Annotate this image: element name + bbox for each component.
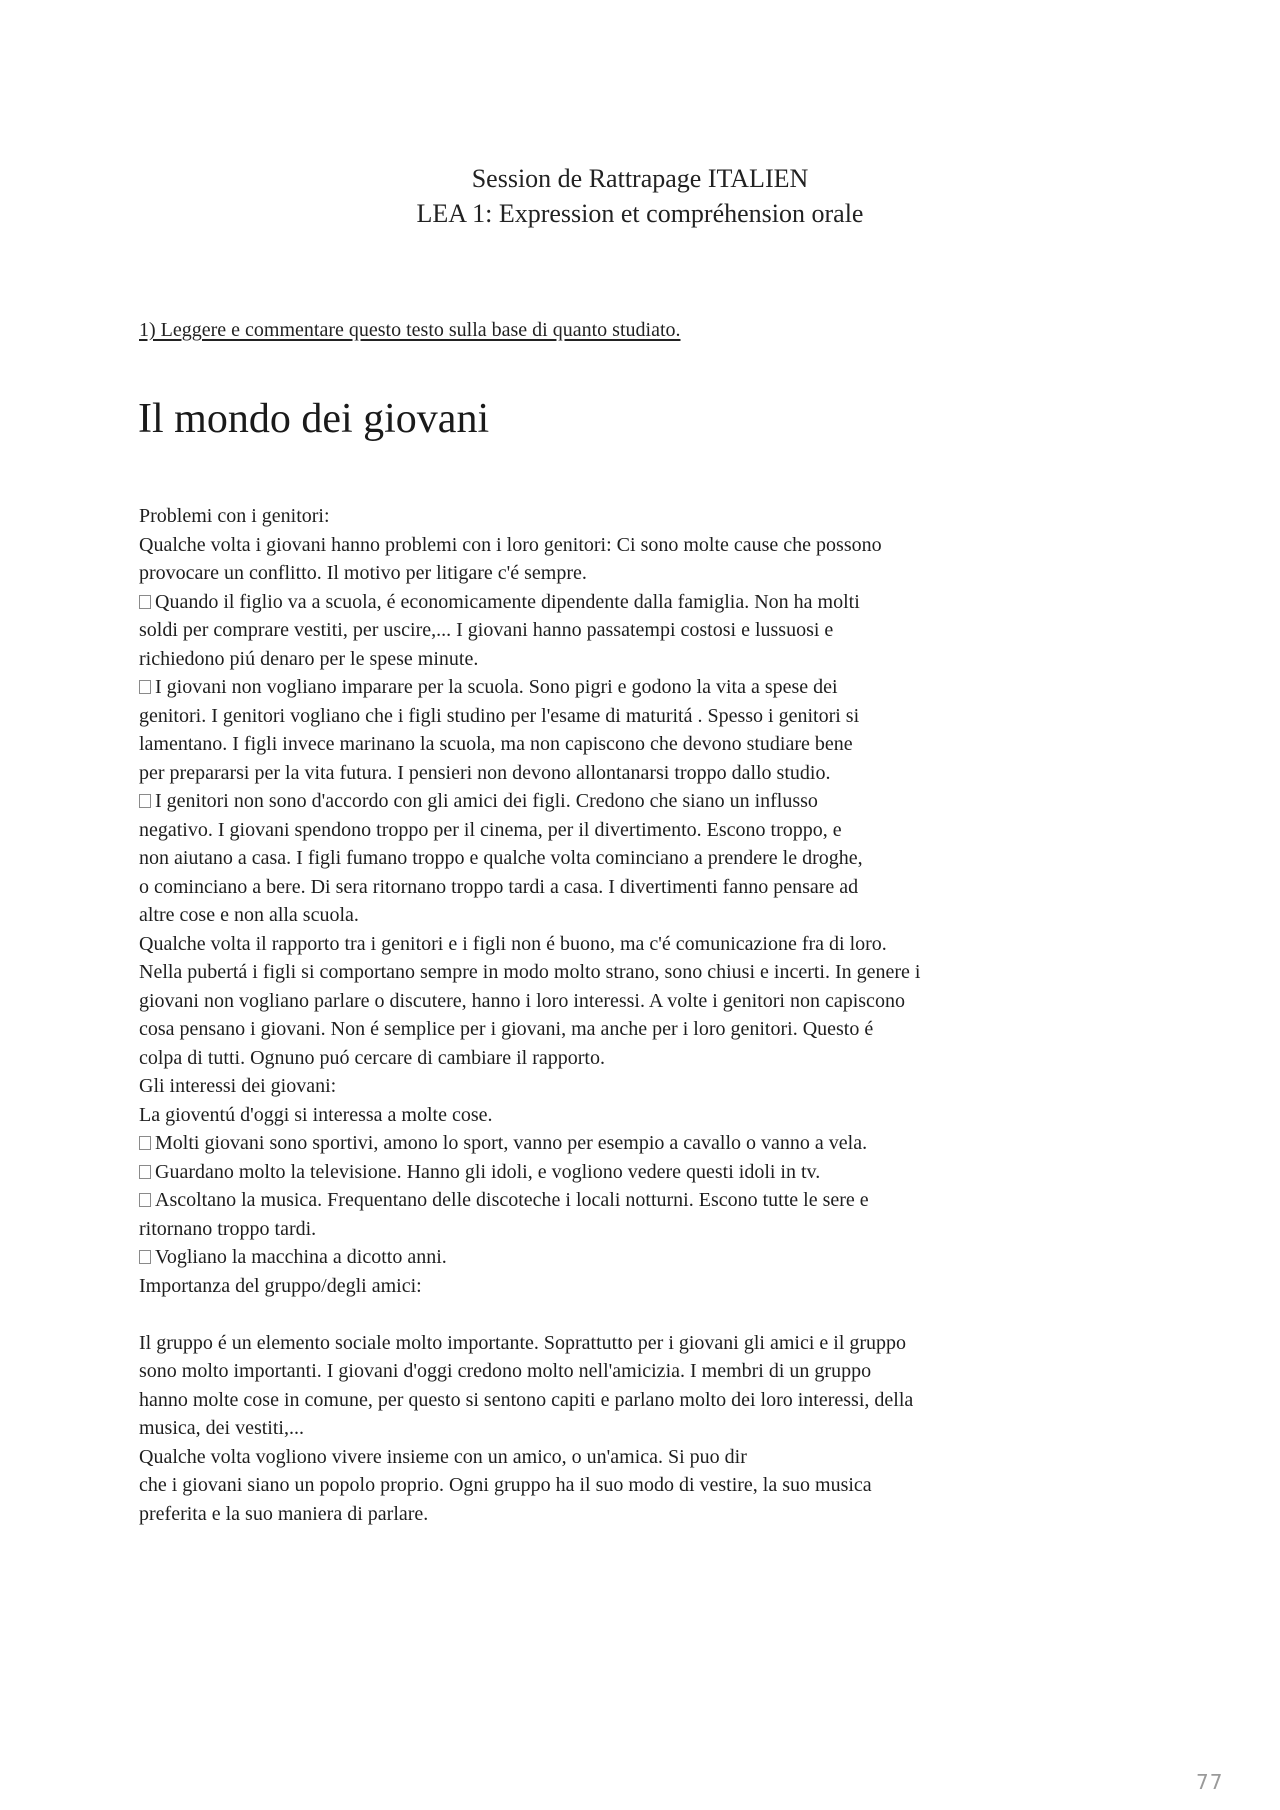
header-course-line: LEA 1: Expression et compréhension orale bbox=[416, 199, 864, 228]
text-line: La gioventú d'oggi si interessa a molte cose. bbox=[139, 1103, 493, 1126]
text-line: richiedono piú denaro per le spese minute. bbox=[139, 647, 479, 670]
text-line: Nella pubertá i figli si comportano sempre in modo molto strano, sono chiusi e incerti. In genere i bbox=[139, 961, 921, 983]
checkbox-bullet-icon bbox=[139, 1250, 151, 1264]
text-body bbox=[139, 502, 1139, 1528]
checkbox-bullet-icon bbox=[139, 794, 151, 808]
text-line: negativo. I giovani spendono troppo per il cinema, per il divertimento. Escono troppo, e bbox=[139, 818, 842, 841]
bullet-item: I genitori non sono d'accordo con gli amici dei figli. Credono che siano un influsso bbox=[139, 787, 1139, 816]
text-line: ritornano troppo tardi. bbox=[139, 1217, 317, 1240]
text-line: hanno molte cose in comune, per questo si sentono capiti e parlano molto dei loro interessi, della bbox=[139, 1388, 914, 1411]
text-line: per prepararsi per la vita futura. I pensieri non devono allontanarsi troppo dallo studio. bbox=[139, 761, 831, 784]
header-session-line: Session de Rattrapage ITALIEN bbox=[471, 164, 809, 193]
page-number: 77 bbox=[1196, 1770, 1224, 1794]
bullet-item: Ascoltano la musica. Frequentano delle discoteche i locali notturni. Escono tutte le sere e bbox=[139, 1186, 1139, 1215]
text-line: Il gruppo é un elemento sociale molto importante. Soprattutto per i giovani gli amici e il gruppo bbox=[139, 1331, 907, 1354]
text-line: soldi per comprare vestiti, per uscire,... I giovani hanno passatempi costosi e lussuosi e bbox=[139, 619, 834, 641]
bullet-item: Molti giovani sono sportivi, amono lo sport, vanno per esempio a cavallo o vanno a vela. bbox=[139, 1129, 1139, 1158]
text-line: o cominciano a bere. Di sera ritornano troppo tardi a casa. I divertimenti fanno pensare ad bbox=[139, 875, 859, 898]
text-line: altre cose e non alla scuola. bbox=[139, 904, 359, 926]
text-line: musica, dei vestiti,... bbox=[139, 1417, 304, 1439]
checkbox-bullet-icon bbox=[139, 680, 151, 694]
exercise-instruction: 1) Leggere e commentare questo testo sulla base di quanto studiato. bbox=[139, 319, 681, 341]
text-line: sono molto importanti. I giovani d'oggi credono molto nell'amicizia. I membri di un gruppo bbox=[139, 1360, 872, 1382]
text-line: Qualche volta i giovani hanno problemi con i loro genitori: Ci sono molte cause che possono bbox=[139, 533, 882, 556]
text-line: non aiutano a casa. I figli fumano troppo e qualche volta cominciano a prendere le droghe, bbox=[139, 847, 863, 869]
text-line: lamentano. I figli invece marinano la scuola, ma non capiscono che devono studiare bene bbox=[139, 733, 853, 755]
text-line: Qualche volta il rapporto tra i genitori e i figli non é buono, ma c'é comunicazione fra di loro. bbox=[139, 932, 887, 955]
text-line: che i giovani siano un popolo proprio. Ogni gruppo ha il suo modo di vestire, la suo musica bbox=[139, 1474, 872, 1496]
checkbox-bullet-icon bbox=[139, 595, 151, 609]
paragraph-spacer bbox=[139, 1300, 1139, 1329]
checkbox-bullet-icon bbox=[139, 1136, 151, 1150]
bullet-item: I giovani non vogliano imparare per la scuola. Sono pigri e godono la vita a spese dei bbox=[139, 673, 1139, 702]
checkbox-bullet-icon bbox=[139, 1193, 151, 1207]
text-line: Qualche volta vogliono vivere insieme con un amico, o un'amica. Si puo dir bbox=[139, 1445, 747, 1468]
text-line: cosa pensano i giovani. Non é semplice per i giovani, ma anche per i loro genitori. Questo é bbox=[139, 1018, 874, 1040]
bullet-item: Vogliano la macchina a dicotto anni. bbox=[139, 1243, 1139, 1272]
section-heading-group: Importanza del gruppo/degli amici: bbox=[139, 1274, 422, 1297]
document-header bbox=[0, 161, 1280, 231]
text-title: Il mondo dei giovani bbox=[138, 396, 490, 442]
section-heading-interests: Gli interessi dei giovani: bbox=[139, 1075, 337, 1097]
text-line: genitori. I genitori vogliano che i figli studino per l'esame di maturitá . Spesso i genitori si bbox=[139, 704, 860, 727]
section-heading-parents: Problemi con i genitori: bbox=[139, 505, 330, 527]
bullet-item: Quando il figlio va a scuola, é economicamente dipendente dalla famiglia. Non ha molti bbox=[139, 588, 1139, 617]
text-line: provocare un conflitto. Il motivo per litigare c'é sempre. bbox=[139, 562, 587, 584]
text-line: colpa di tutti. Ognuno puó cercare di cambiare il rapporto. bbox=[139, 1046, 605, 1069]
bullet-item: Guardano molto la televisione. Hanno gli idoli, e vogliono vedere questi idoli in tv. bbox=[139, 1158, 1139, 1187]
checkbox-bullet-icon bbox=[139, 1165, 151, 1179]
text-line: giovani non vogliano parlare o discutere, hanno i loro interessi. A volte i genitori non capiscono bbox=[139, 989, 905, 1012]
text-line: preferita e la suo maniera di parlare. bbox=[139, 1502, 429, 1525]
